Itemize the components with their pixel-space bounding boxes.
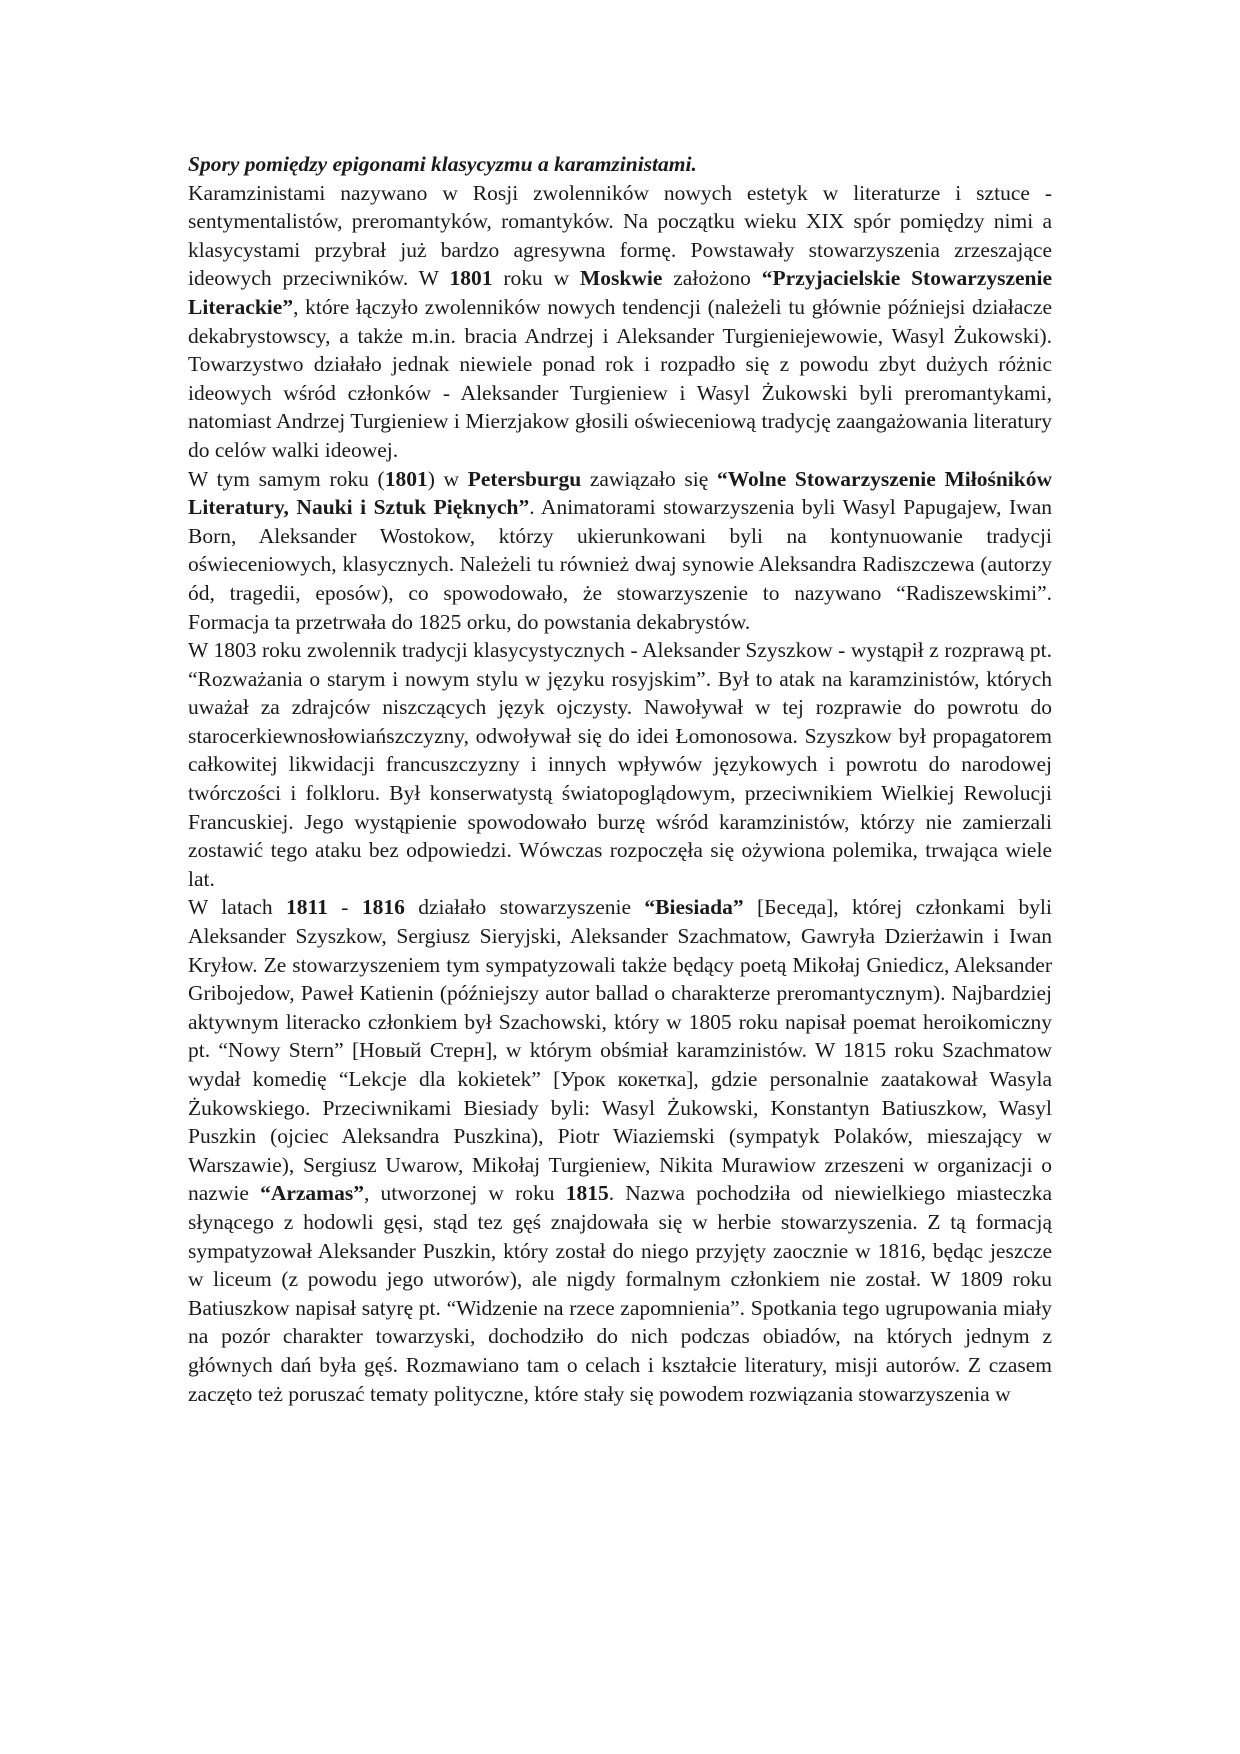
bold-text: 1801 xyxy=(384,466,428,491)
bold-text: “Arzamas” xyxy=(260,1181,364,1206)
document-body xyxy=(188,179,1052,1409)
text-run: W tym samym roku ( xyxy=(188,466,385,491)
document-page xyxy=(188,150,1052,1408)
bold-text: 1816 xyxy=(361,895,405,920)
bold-text: Petersburgu xyxy=(467,466,582,491)
bold-text: 1801 xyxy=(449,266,493,291)
paragraph xyxy=(188,179,1052,465)
text-run: ) w xyxy=(427,466,468,491)
bold-text: “Przyjacielskie Stowarzyszenie Literackie” xyxy=(188,266,1053,319)
bold-text: “Wolne Stowarzyszenie Miłośników Literatury, Nauki i Sztuk Pięknych” xyxy=(188,466,1053,520)
bold-text: 1811 xyxy=(286,895,328,920)
bold-text: Moskwie xyxy=(579,266,663,291)
paragraph xyxy=(188,893,1052,1408)
text-run: założono xyxy=(662,266,762,291)
text-run: Karamzinistami nazywano w Rosji zwolenników nowych estetyk w literaturze i sztuce - sentymentalistów, preromantyków, romantyków. Na początku wieku XIX spór pomiędzy nimi a klasycystami przybrał już bardzo agresywna formę. Powstawały stowarzyszenia zrzeszające ideowych przeciwników. W xyxy=(188,180,1052,291)
text-run: roku w xyxy=(492,266,580,291)
bold-text: 1815 xyxy=(565,1181,609,1206)
document-title: Spory pomiędzy epigonami klasycyzmu a karamzinistami. xyxy=(188,152,697,176)
text-run: [Беседа], której członkami byli Aleksander Szyszkow, Sergiusz Sieryjski, Aleksander Szachmatow, Gawryła Dzierżawin i Iwan Kryłow. Ze stowarzyszeniem tym sympatyzowali także będący poetą Mikołaj Gniedicz, Aleksander Gribojedow, Paweł Katienin (późniejszy autor ballad o charakterze preromantycznym). Najbardziej aktywnym literacko członkiem był Szachowski, który w 1805 roku napisał poemat heroikomiczny pt. “Nowy Stern” [Новый Стерн], w którym obśmiał karamzinistów. W 1815 roku Szachmatow wydał komedię “Lekcje dla kokietek” [Урок кокетка], gdzie personalnie zaatakował Wasyla Żukowskiego. Przeciwnikami Biesiady byli: Wasyl Żukowski, Konstantyn Batiuszkow, Wasyl Puszkin (ojciec Aleksandra Puszkina), Piotr Wiaziemski (sympatyk Polaków, mieszający w Warszawie), Sergiusz Uwarow, Mikołaj Turgieniew, Nikita Murawiow zrzeszeni w organizacji o nazwie xyxy=(188,895,1052,1206)
paragraph xyxy=(188,465,1052,637)
text-run: . Nazwa pochodziła od niewielkiego miasteczka słynącego z hodowli gęsi, stąd tez gęś znajdowała się w herbie stowarzyszenia. Z tą formacją sympatyzował Aleksander Puszkin, który został do niego przyjęty zaocznie w 1816, będąc jeszcze w liceum (z powodu jego utworów), ale nigdy formalnym członkiem nie został. W 1809 roku Batiuszkow napisał satyrę pt. “Widzenie na rzece zapomnienia”. Spotkania tego ugrupowania miały na pozór charakter towarzyski, dochodziło do nich podczas obiadów, na których jednym z głównych dań była gęś. Rozmawiano tam o celach i kształcie literatury, misji autorów. Z czasem zaczęto też poruszać tematy polityczne, które stały się powodem rozwiązania stowarzyszenia w xyxy=(188,1181,1052,1406)
text-run: W latach xyxy=(188,895,287,920)
text-run: , utworzonej w roku xyxy=(363,1181,566,1206)
text-run: , które łączyło zwolenników nowych tendencji (należeli tu głównie późniejsi działacze dekabrystowscy, a także m.in. bracia Andrzej i Aleksander Turgieniejewowie, Wasyl Żukowski). Towarzystwo działało jednak niewiele ponad rok i rozpadło się z powodu zbyt dużych różnic ideowych wśród członków - Aleksander Turgieniew i Wasyl Żukowski byli preromantykami, natomiast Andrzej Turgieniew i Mierzjakow głosili oświeceniową tradycję zaangażowania literatury do celów walki ideowej. xyxy=(188,294,1052,462)
paragraph xyxy=(188,636,1052,893)
text-run: działało stowarzyszenie xyxy=(404,895,645,920)
text-run: . Animatorami stowarzyszenia byli Wasyl Papugajew, Iwan Born, Aleksander Wostokow, którzy ukierunkowani byli na kontynuowanie tradycji oświeceniowych, klasycznych. Należeli tu również dwaj synowie Aleksandra Radiszczewa (autorzy ód, tragedii, eposów), co spowodowało, że stowarzyszenie to nazywano “Radiszewskimi”. Formacja ta przetrwała do 1825 orku, do powstania dekabrystów. xyxy=(188,495,1053,634)
text-run: W 1803 roku zwolennik tradycji klasycystycznych - Aleksander Szyszkow - wystąpił z rozprawą pt. “Rozważania o starym i nowym stylu w języku rosyjskim”. Był to atak na karamzinistów, których uważał za zdrajców niszczących język ojczysty. Nawoływał w tej rozprawie do powrotu do starocerkiewnosłowiańszczyzny, odwoływał się do idei Łomonosowa. Szyszkow był propagatorem całkowitej likwidacji francuszczyzny i innych wpływów językowych i powrotu do narodowej twórczości i folkloru. Był konserwatystą światopoglądowym, przeciwnikiem Wielkiej Rewolucji Francuskiej. Jego wystąpienie spowodowało burzę wśród karamzinistów, którzy nie zamierzali zostawić tego ataku bez odpowiedzi. Wówczas rozpoczęła się ożywiona polemika, trwająca wiele lat. xyxy=(188,638,1052,891)
text-run: zawiązało się xyxy=(581,466,717,491)
text-run: - xyxy=(327,895,362,920)
bold-text: “Biesiada” xyxy=(644,895,744,920)
